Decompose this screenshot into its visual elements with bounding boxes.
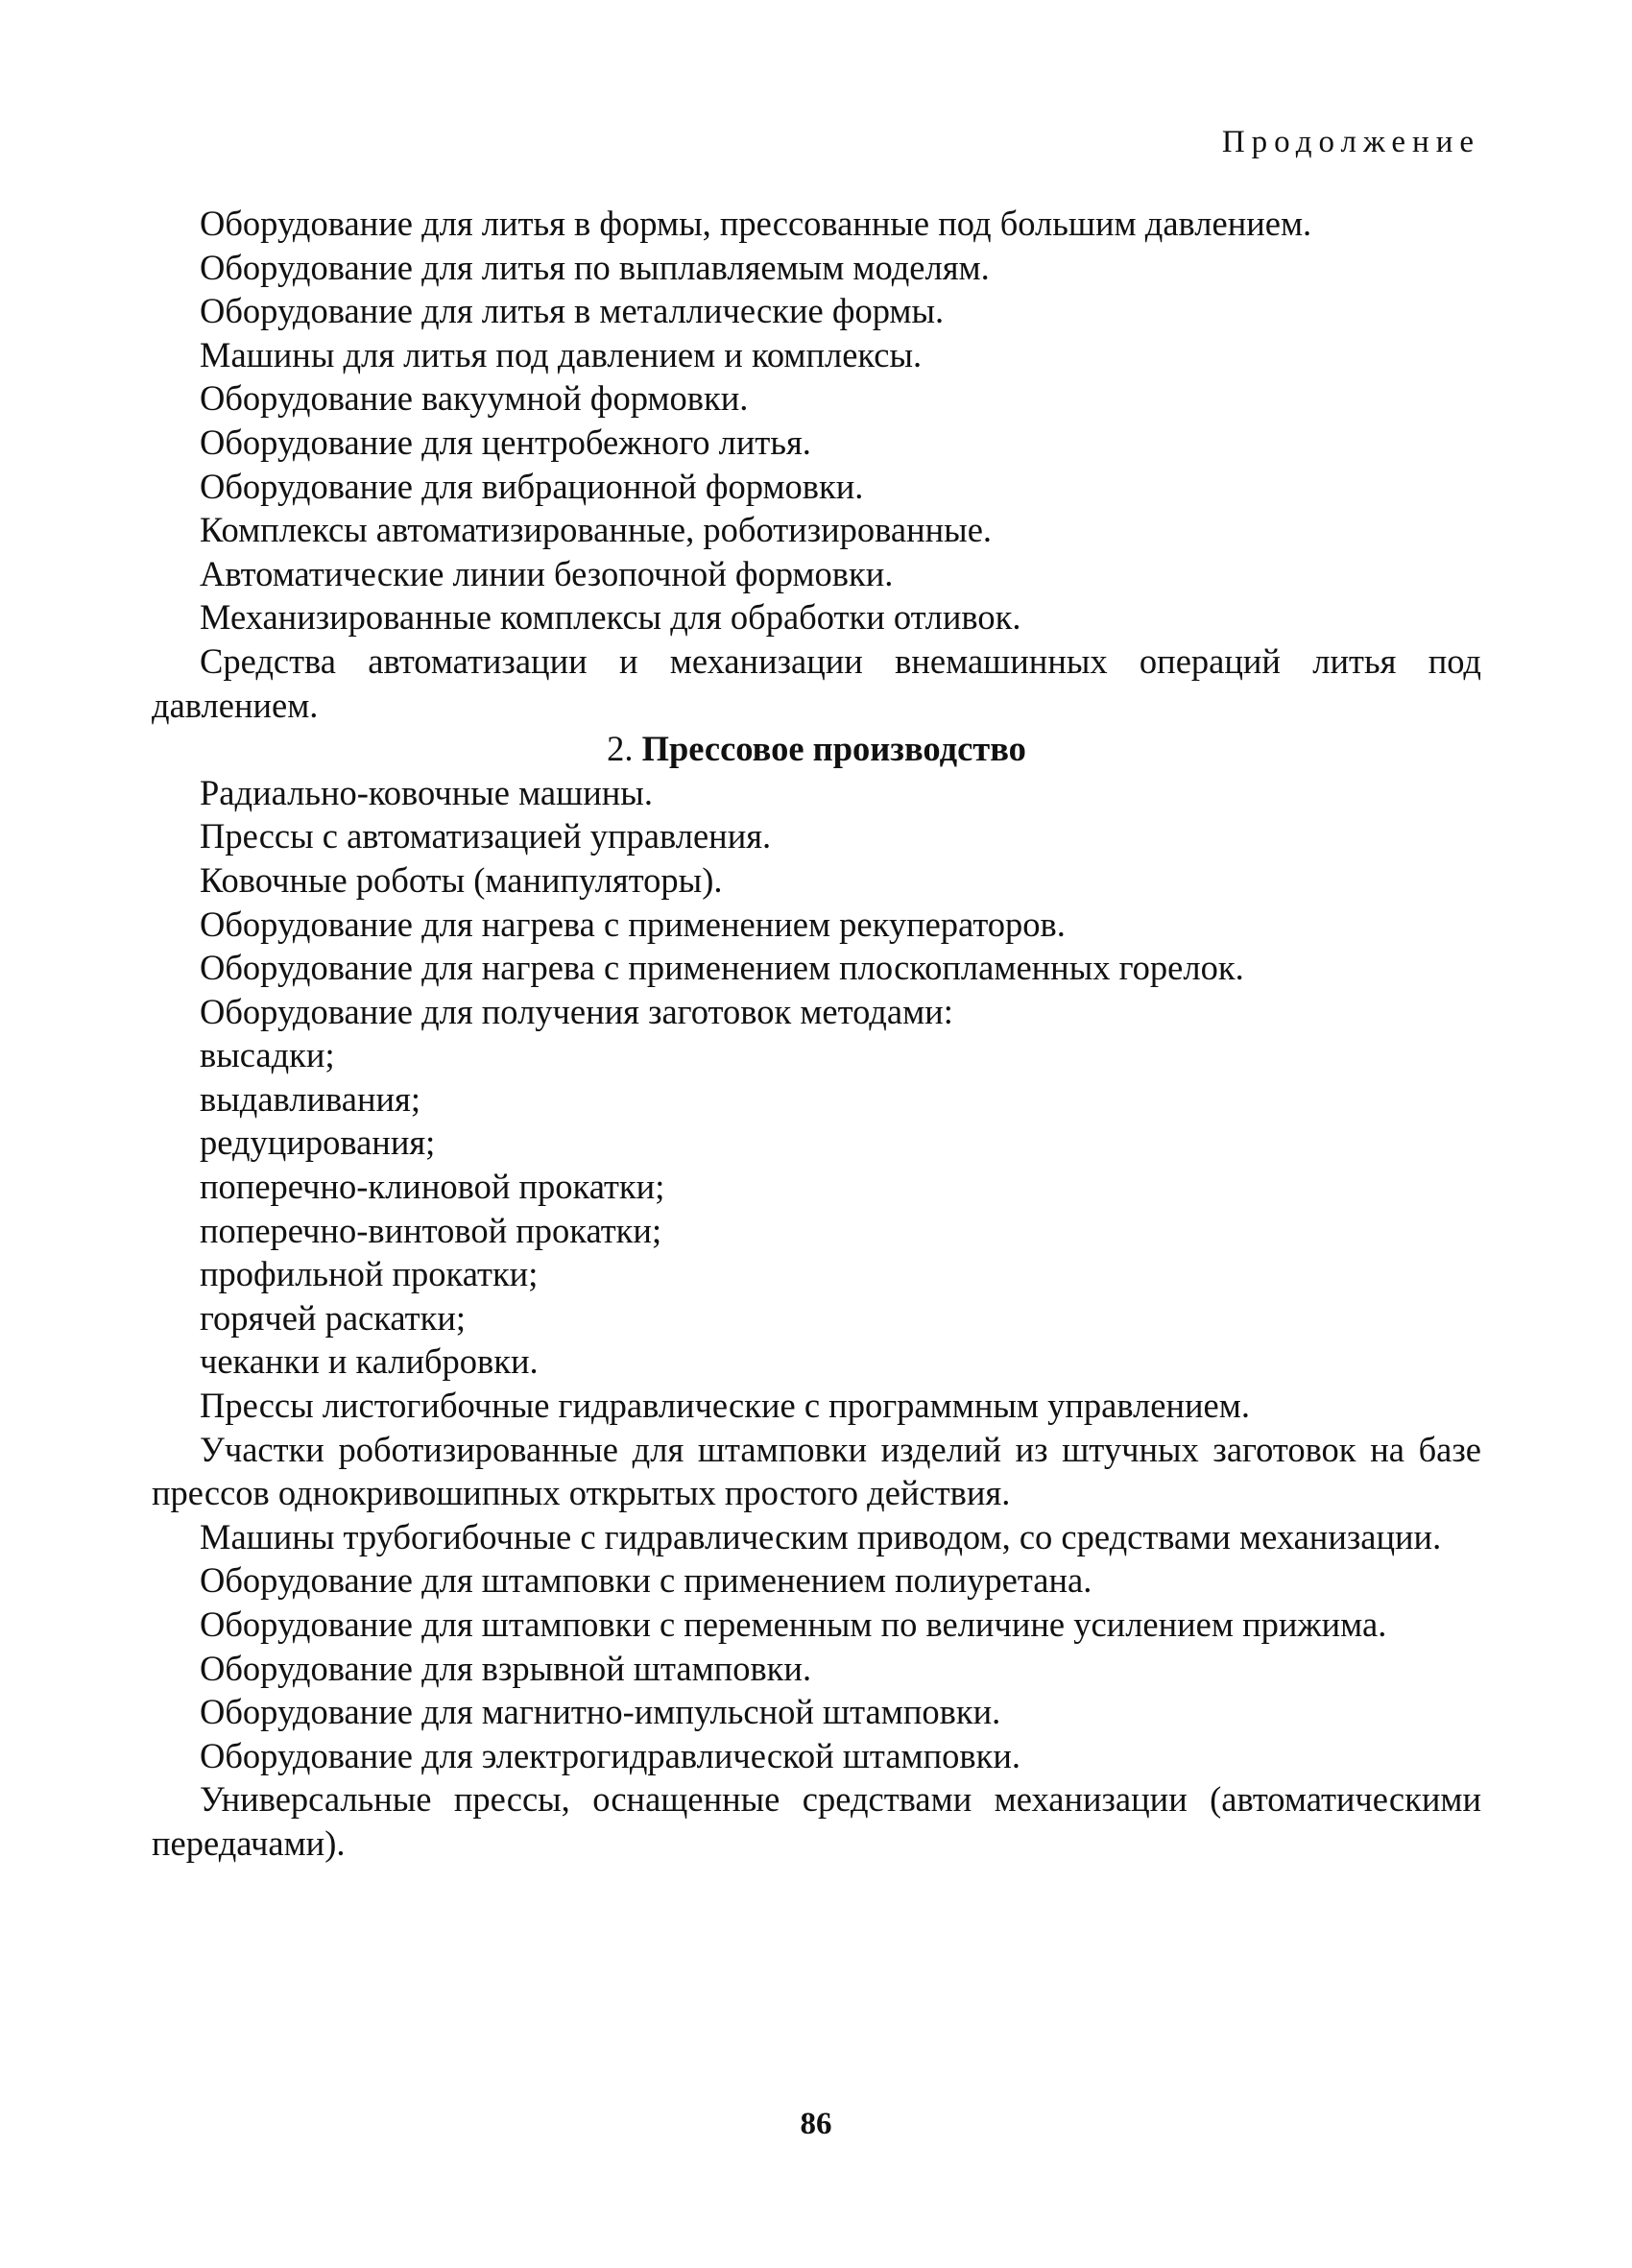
list-item: Машины трубогибочные с гидравлическим приводом, со средствами механизации.	[200, 1516, 1442, 1556]
list-item: Оборудование для вибрационной формовки.	[200, 466, 864, 506]
list-item: Оборудование для нагрева с применением рекуператоров.	[200, 904, 1066, 944]
list-item: Участки роботизированные для штамповки изделий из штучных заготовок на базе прессов однокривошипных открытых простого действия.	[152, 1429, 1481, 1513]
list-item: Ковочные роботы (манипуляторы).	[200, 859, 723, 900]
list-item: высадки;	[200, 1035, 335, 1075]
list-item: Оборудование для нагрева с применением плоскопламенных горелок.	[200, 948, 1244, 988]
list-item: Радиально-ковочные машины.	[200, 772, 653, 812]
list-item: поперечно-клиновой прокатки;	[200, 1167, 665, 1207]
list-item: поперечно-винтовой прокатки;	[200, 1210, 662, 1250]
list-item: Оборудование для штамповки с применением полиуретана.	[200, 1560, 1092, 1601]
list-item: Оборудование для центробежного литья.	[200, 422, 811, 462]
section-heading	[152, 727, 1481, 771]
list-item: Оборудование для магнитно-импульсной штамповки.	[200, 1692, 1001, 1732]
list-item: Оборудование для литья по выплавляемым моделям.	[200, 247, 990, 287]
list-item: чеканки и калибровки.	[200, 1341, 539, 1382]
list-item: Автоматические линии безопочной формовки.	[200, 553, 894, 593]
list-item: профильной прокатки;	[200, 1254, 539, 1294]
list-item: горячей раскатки;	[200, 1297, 467, 1338]
list-item: редуцирования;	[200, 1122, 436, 1163]
list-item: выдавливания;	[200, 1078, 420, 1119]
list-item: Оборудование для штамповки с переменным по величине усилением прижима.	[200, 1604, 1387, 1644]
list-item: Прессы листогибочные гидравлические с программным управлением.	[200, 1386, 1250, 1426]
running-head: Продолжение	[1221, 125, 1480, 159]
list-item: Оборудование для литья в формы, прессованные под большим давлением.	[200, 204, 1312, 243]
list-item: Оборудование вакуумной формовки.	[200, 378, 749, 419]
list-item: Оборудование для литья в металлические формы.	[200, 291, 945, 331]
list-item: Оборудование для получения заготовок методами:	[200, 991, 953, 1031]
list-item: Универсальные прессы, оснащенные средствами механизации (автоматическими передачами).	[152, 1779, 1481, 1863]
list-item: Машины для литья под давлением и комплексы.	[200, 334, 923, 374]
list-item: Оборудование для электрогидравлической штамповки.	[200, 1735, 1021, 1775]
list-item: Средства автоматизации и механизации внемашинных операций литья под давлением.	[152, 640, 1481, 725]
list-item: Комплексы автоматизированные, роботизированные.	[200, 510, 993, 550]
section-title: Прессовое производство	[641, 729, 1026, 769]
page-number: 86	[800, 2107, 832, 2141]
list-item: Оборудование для взрывной штамповки.	[200, 1648, 812, 1688]
body-text	[152, 202, 1481, 1866]
list-item: Прессы с автоматизацией управления.	[200, 816, 772, 857]
section-number: 2.	[607, 729, 634, 769]
list-item: Механизированные комплексы для обработки отливок.	[200, 597, 1021, 638]
